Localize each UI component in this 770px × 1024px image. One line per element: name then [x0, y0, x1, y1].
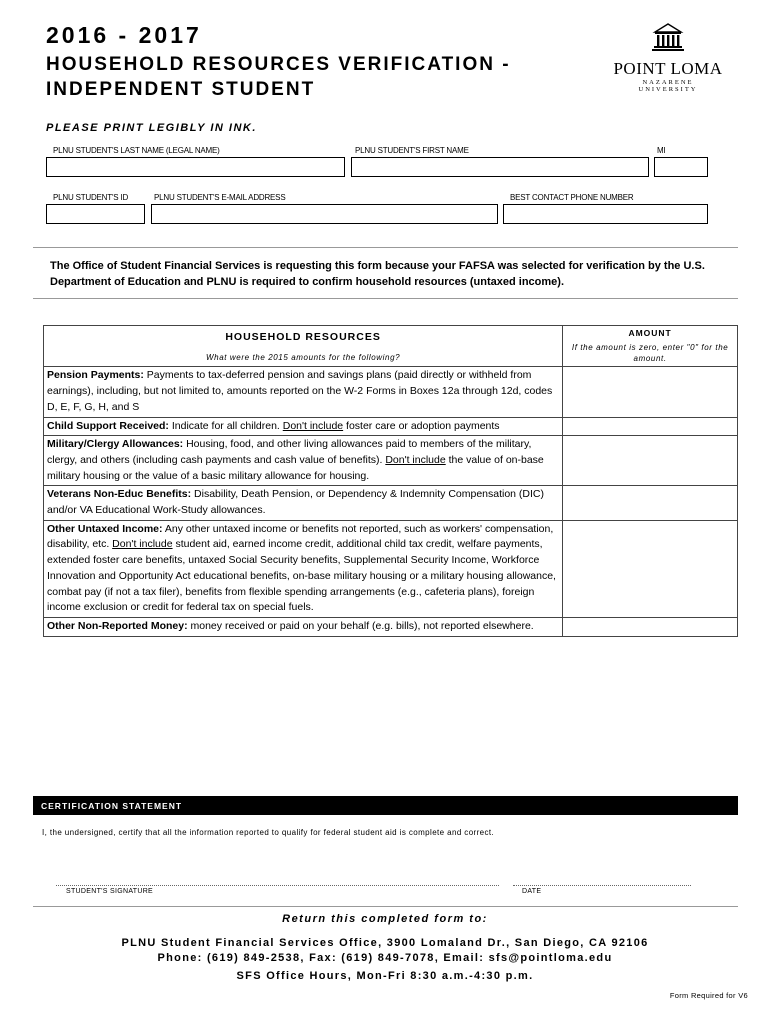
divider [33, 247, 738, 248]
amount-input[interactable] [563, 367, 738, 417]
last-name-label: PLNU STUDENT'S LAST NAME (LEGAL NAME) [53, 146, 220, 155]
university-logo [612, 22, 724, 92]
resource-title: Veterans Non-Educ Benefits: [47, 488, 192, 501]
table-row [44, 520, 738, 617]
email-field[interactable] [151, 204, 498, 224]
amount-header-subtitle: If the amount is zero, enter "0" for the amount. [571, 343, 729, 363]
form-title-line-1: HOUSEHOLD RESOURCES VERIFICATION - [46, 54, 511, 75]
return-contact: Phone: (619) 849-2538, Fax: (619) 849-7078, Email: sfs@pointloma.edu [157, 952, 613, 964]
resource-text: Disability, Death Pension, or Dependency & Indemnity Compensation (DIC) and/or VA Educational Work-Study allowances. [47, 488, 545, 517]
resource-exclusion: Don't include [385, 453, 446, 466]
resource-title: Pension Payments: [47, 369, 144, 382]
signature-label: STUDENT'S SIGNATURE [66, 888, 154, 895]
resource-exclusion: Don't include [112, 538, 173, 551]
phone-label: BEST CONTACT PHONE NUMBER [510, 193, 634, 202]
date-line[interactable] [513, 885, 691, 886]
student-id-label: PLNU STUDENT'S ID [53, 193, 129, 202]
first-name-label: PLNU STUDENT'S FIRST NAME [355, 146, 469, 155]
amount-header-title: AMOUNT [628, 328, 672, 338]
middle-initial-label: MI [657, 146, 666, 155]
amount-input[interactable] [563, 486, 738, 520]
resource-text-continued: student aid, earned income credit, additional child tax credit, welfare payments, extended foster care benefits, untaxed Social Security benefits, Supplemental Security Income, Workforce Innovation and Opportunity Act educational benefits, on-base military housing or a military housing allowance, combat pay (if not a tax filer), benefits from flexible spending arrangements (e.g., cafeteria plans), foreign income exclusion or credit for federal tax on special fuels. [47, 538, 556, 614]
date-label: DATE [522, 888, 542, 895]
resource-text-continued: the value of on-base military housing or the value of a basic military allowance for housing. [47, 453, 544, 482]
resource-text: Payments to tax-deferred pension and savings plans (paid directly or withheld from earnings), including, but not limited to, amounts reported on the W-2 Forms in Boxes 12a through 12d, codes D, E, F, G, H, and S [47, 369, 553, 413]
resource-description [44, 520, 563, 617]
resource-description [44, 486, 563, 520]
certification-heading: CERTIFICATION STATEMENT [33, 796, 738, 815]
divider [33, 298, 738, 299]
table-row [44, 367, 738, 417]
household-resources-table [43, 325, 738, 637]
resource-text: Any other untaxed income or benefits not reported, such as workers' compensation, disability, etc. [47, 522, 554, 551]
resource-title: Other Non-Reported Money: [47, 619, 188, 632]
form-year: 2016 - 2017 [46, 22, 202, 48]
amount-input[interactable] [563, 617, 738, 636]
last-name-field[interactable] [46, 157, 345, 177]
certification-statement: I, the undersigned, certify that all the information reported to qualify for federal student aid is complete and correct. [42, 828, 495, 837]
resources-header-subtitle: What were the 2015 amounts for the following? [206, 352, 401, 362]
office-hours: SFS Office Hours, Mon-Fri 8:30 a.m.-4:30 p.m. [236, 970, 534, 982]
resource-title: Military/Clergy Allowances: [47, 438, 184, 451]
form-title-line-2: INDEPENDENT STUDENT [46, 79, 316, 100]
resource-description [44, 367, 563, 417]
resource-description [44, 436, 563, 486]
return-heading: Return this completed form to: [282, 913, 488, 925]
middle-initial-field[interactable] [654, 157, 708, 177]
amount-input[interactable] [563, 417, 738, 436]
resources-column-header [44, 326, 563, 367]
signature-line[interactable] [56, 885, 499, 886]
table-row [44, 436, 738, 486]
building-icon [651, 22, 685, 52]
amount-input[interactable] [563, 436, 738, 486]
table-row [44, 486, 738, 520]
resource-title: Other Untaxed Income: [47, 522, 163, 535]
return-address: PLNU Student Financial Services Office, 3900 Lomaland Dr., San Diego, CA 92106 [121, 937, 649, 949]
resource-exclusion: Don't include [282, 419, 344, 432]
form-version-tag: Form Required for V6 [669, 991, 748, 1000]
amount-column-header [563, 326, 738, 367]
logo-name: POINT LOMA [613, 59, 723, 78]
resource-text-continued: foster care or adoption payments [343, 419, 500, 432]
divider [33, 906, 738, 907]
verification-notice: The Office of Student Financial Services is requesting this form because your FAFSA was selected for verification by the U.S. Department of Education and PLNU is required to confirm household resources (untaxed income). [50, 260, 705, 288]
phone-field[interactable] [503, 204, 708, 224]
table-header-row [44, 326, 738, 367]
resource-description [44, 417, 563, 436]
email-label: PLNU STUDENT'S E-MAIL ADDRESS [154, 193, 286, 202]
student-id-field[interactable] [46, 204, 145, 224]
amount-input[interactable] [563, 520, 738, 617]
print-instruction: PLEASE PRINT LEGIBLY IN INK. [46, 122, 257, 134]
resource-text: Housing, food, and other living allowances paid to members of the military, clergy, and others (including cash payments and cash value of benefits). [47, 438, 532, 466]
resource-text: Indicate for all children. [168, 419, 283, 432]
first-name-field[interactable] [351, 157, 649, 177]
resource-text: money received or paid on your behalf (e.g. bills), not reported elsewhere. [187, 619, 534, 632]
resource-description [44, 617, 563, 636]
logo-subtitle: NAZARENE UNIVERSITY [638, 79, 698, 93]
table-row [44, 417, 738, 436]
resources-header-title: HOUSEHOLD RESOURCES [225, 331, 381, 343]
resource-title: Child Support Received: [47, 419, 169, 432]
table-row [44, 617, 738, 636]
